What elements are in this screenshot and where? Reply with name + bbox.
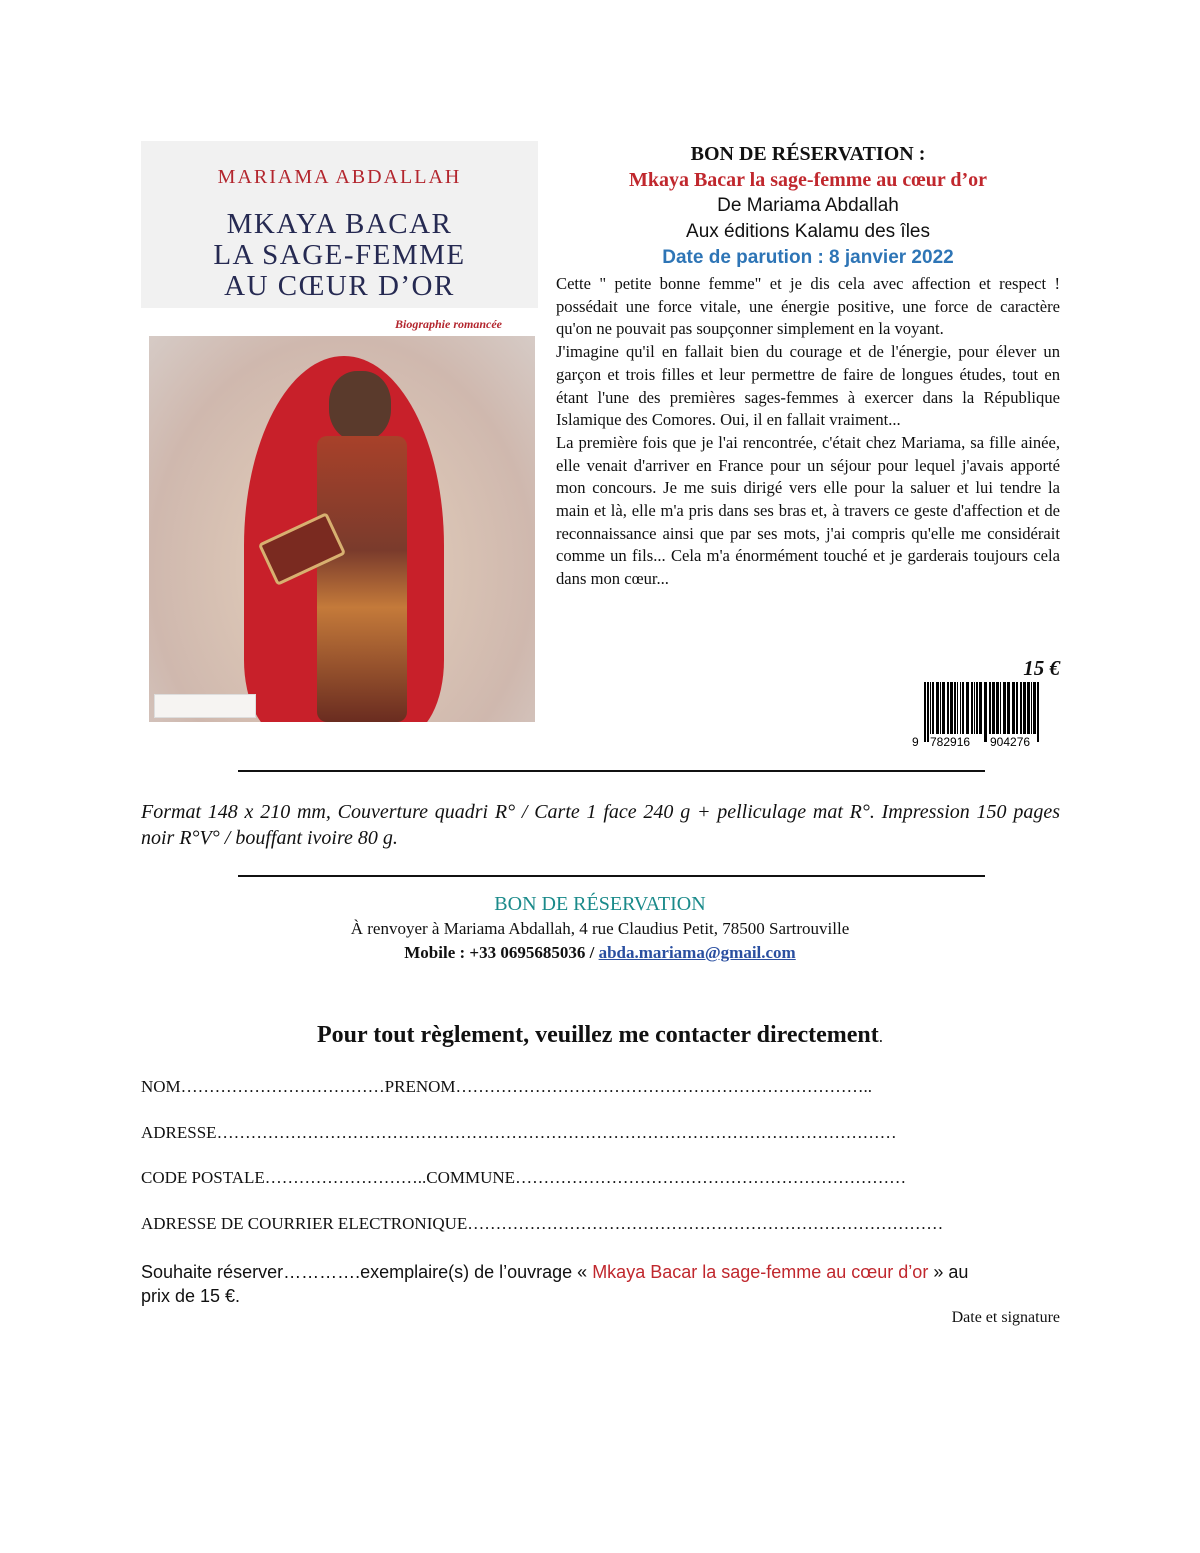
barcode-bar [947,682,949,734]
barcode-bar [932,682,934,734]
form-title: BON DE RÉSERVATION : [690,143,926,165]
field-nom[interactable]: NOM……………………………… [141,1077,385,1096]
description-paragraph: La première fois que je l'ai rencontrée, c'était chez Mariama, sa fille ainée, elle venait d'arriver en France pour un séjour pour lequel j'avais apporté mon concours. Je me suis dirigé vers elle pour la saluer et lui tendre la main et là, elle m'a pris dans ses bras et, à travers ce geste d'affection et de reconnaissance ainsi que par ses mots, j'ai compris qu'elle me considérait comme un fils... Cela m'a énormément touché et je garderais toujours cela dans mon cœur... [556,432,1060,589]
barcode-bar [1007,682,1010,734]
barcode-bar [950,682,953,734]
face [329,371,391,441]
cover-title-area [141,141,538,308]
cover-photo [149,336,535,722]
mobile-number: Mobile : +33 0695685036 / [404,943,599,962]
barcode-bar [1031,682,1032,734]
publisher-logo [154,694,256,718]
barcode-bar [979,682,982,734]
field-email[interactable]: ADRESSE DE COURRIER ELECTRONIQUE………………………………………………………………………… [141,1214,944,1233]
barcode-bar [954,682,956,734]
book-cover [141,141,538,723]
book-info [556,141,1060,591]
barcode-digits-right: 904276 [990,735,1031,748]
barcode-bar [1033,682,1036,734]
field-nom-prenom[interactable] [141,1077,872,1097]
barcode-bar [930,682,931,734]
description-paragraph: J'imagine qu'il en fallait bien du courage et de l'énergie, pour élever un garçon et trois filles et leur permettre de faire de longues études, tout en étant l'une des premières sages-femmes à exercer dans la République Islamique des Comores. Oui, il en fallait vraiment... [556,342,1060,430]
barcode-bar [960,682,961,734]
barcode-bar [992,682,995,734]
cover-author: MARIAMA ABDALLAH [217,166,462,188]
barcode-bar [976,682,978,734]
barcode-bar [984,682,987,742]
publisher-line: Aux éditions Kalamu des îles [686,221,930,242]
barcode-bar [966,682,969,734]
cover-title-line: AU CŒUR D’OR [224,270,455,302]
barcode-bar [940,682,941,734]
barcode-bar [942,682,945,734]
field-code-postal[interactable]: CODE POSTALE……………………….. [141,1168,427,1187]
format-specs: Format 148 x 210 mm, Couverture quadri R° / Carte 1 face 240 g + pelliculage mat R°. Impression 150 pages noir R°V° / bouffant ivoire 80 g. [141,801,1060,849]
contact-line [0,941,1200,965]
barcode-digit: 9 [912,735,919,748]
barcode-bar [1000,682,1001,734]
cover-title-line: MKAYA BACAR [226,208,453,240]
field-prenom[interactable]: PRENOM……………………………………………………………….. [384,1077,873,1096]
email-link[interactable]: abda.mariama@gmail.com [598,943,796,962]
payment-note: Pour tout règlement, veuillez me contacter directement. [316,1022,884,1048]
book-description [556,273,1060,591]
barcode-bar [1012,682,1015,734]
quantity-book-title: Mkaya Bacar la sage-femme au cœur d’or [592,1262,929,1282]
barcode-bar [989,682,991,734]
quantity-line[interactable] [141,1260,1060,1308]
barcode-bar [924,682,926,742]
book-title: Mkaya Bacar la sage-femme au cœur d’or [628,169,988,191]
barcode-digits-left: 782916 [930,735,971,748]
field-adresse[interactable]: ADRESSE………………………………………………………………………………………………………… [141,1123,897,1142]
field-code-commune[interactable] [141,1168,906,1188]
reservation-contact [0,891,1200,965]
barcode-bar [962,682,964,734]
barcode-bar [936,682,939,734]
divider [238,875,985,877]
barcode [912,680,1047,748]
barcode-bar [1037,682,1039,742]
price-text: prix de 15 €. [141,1286,241,1306]
barcode-bar [1023,682,1026,734]
quantity-text: Souhaite réserver………….exemplaire(s) de l’ouvrage « [141,1262,593,1282]
description-paragraph: Cette " petite bonne femme" et je dis cela avec affection et respect ! possédait une force vitale, une énergie positive, une force de caractère qu'on ne pouvait pas soupçonner simplement en la voyant. [556,274,1060,339]
barcode-bar [1020,682,1022,734]
dress [317,436,407,722]
author-line: De Mariama Abdallah [717,195,899,216]
cover-title [141,209,538,302]
payment-note-text: Pour tout règlement, veuillez me contacter directement [316,1022,879,1048]
release-date: Date de parution : 8 janvier 2022 [662,247,954,268]
barcode-bar [971,682,973,734]
quantity-text-end: » au [928,1262,969,1282]
field-commune[interactable]: COMMUNE…………………………………………………………… [426,1168,907,1187]
barcode-bar [927,682,929,742]
barcode-bar [1027,682,1030,734]
reservation-title: BON DE RÉSERVATION [494,893,706,915]
divider [238,770,985,772]
barcode-bar [957,682,958,734]
barcode-bar [1016,682,1018,734]
barcode-bar [1003,682,1006,734]
barcode-bars [912,680,1047,748]
barcode-bar [974,682,975,734]
barcode-bar [996,682,999,734]
cover-subtitle: Biographie romancée [395,317,502,331]
price: 15 € [1023,656,1060,680]
cover-title-line: LA SAGE-FEMME [213,239,466,271]
reservation-address: À renvoyer à Mariama Abdallah, 4 rue Claudius Petit, 78500 Sartrouville [350,919,850,938]
signature-label: Date et signature [951,1309,1060,1326]
